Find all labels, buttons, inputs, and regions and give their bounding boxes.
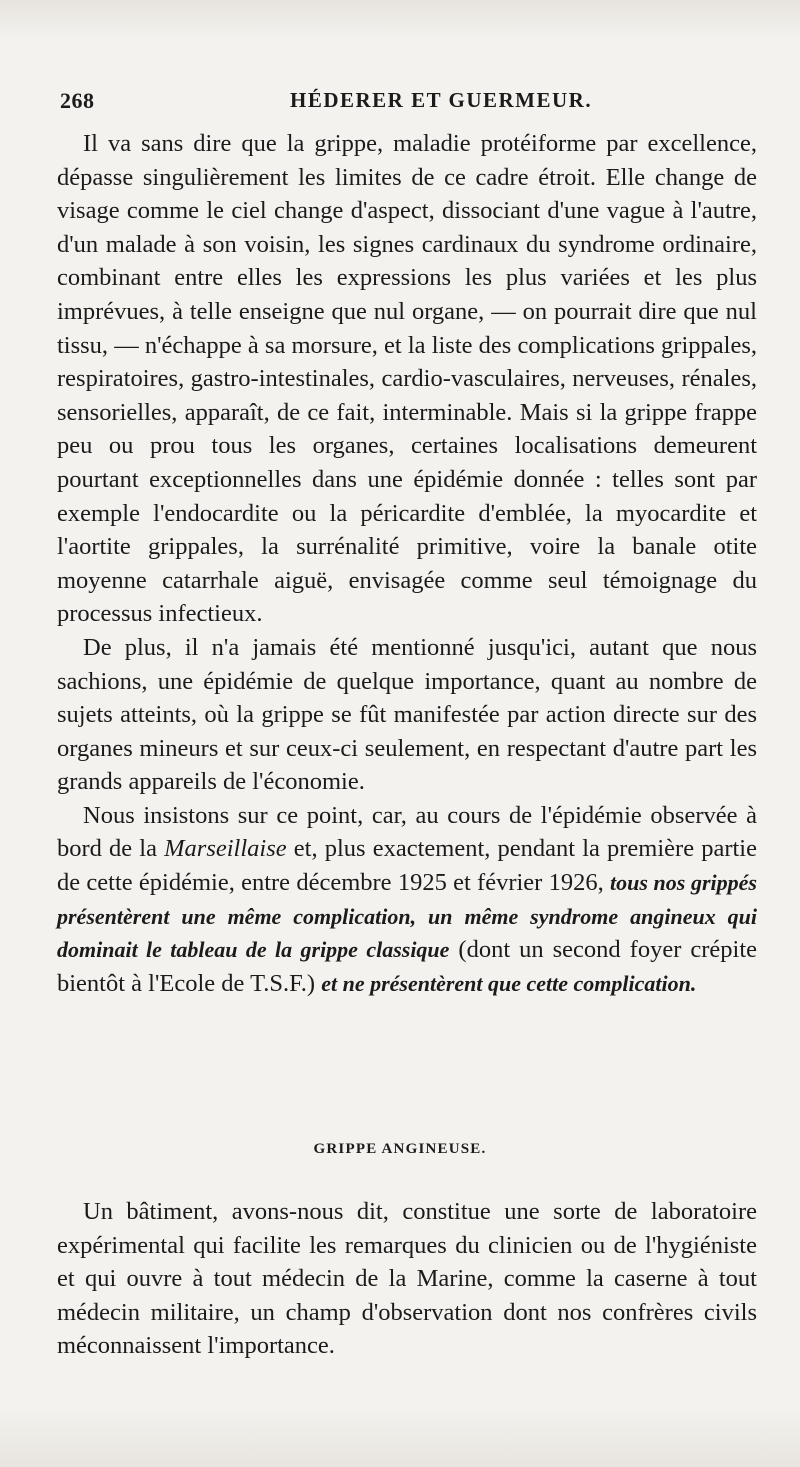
emphasized-conclusion: et ne présentèrent que cette complication. (321, 970, 697, 996)
paragraph-3-part-3: (dont un second foyer crépite bientôt à l'Ecole de T.S.F.) (57, 936, 757, 997)
page-number: 268 (60, 88, 95, 113)
paragraph-3 (57, 799, 757, 1001)
running-header (60, 88, 760, 118)
section-heading: GRIPPE ANGINEUSE. (313, 1141, 487, 1157)
body-text (57, 127, 757, 1000)
scan-shadow-top (0, 0, 800, 40)
paragraph-3-part-1: Nous insistons sur ce point, car, au cours de l'épidémie observée à bord de la (57, 801, 757, 863)
paragraph-2: De plus, il n'a jamais été mentionné jusqu'ici, autant que nous sachions, une épidémie de quelque importance, quant au nombre de sujets atteints, où la grippe se fût manifestée par action directe sur des organes mineurs et sur ceux-ci seulement, en respectant d'autre part les grands appareils de l'économie. (57, 633, 757, 796)
emphasized-complication: tous nos grippés présentèrent une même complication, un même syndrome angineux qui dominait le tableau de la grippe classique (57, 870, 757, 963)
paragraph-3-part-2: et, plus exactement, pendant la première partie de cette épidémie, entre décembre 1925 et février 1926, (57, 835, 757, 897)
paragraph-4: Un bâtiment, avons-nous dit, constitue une sorte de laboratoire expérimental qui facilite les remarques du clinicien ou de l'hygiéniste et qui ouvre à tout médecin de la Marine, comme la caserne à tout médecin militaire, un champ d'observation dont nos confrères civils méconnaissent l'importance. (57, 1198, 757, 1360)
paragraph-1: Il va sans dire que la grippe, maladie protéiforme par excellence, dépasse singulièrement les limites de ce cadre étroit. Elle change de visage comme le ciel change d'aspect, dissociant d'une vague à l'autre, d'un malade à son voisin, les signes cardinaux du syndrome ordinaire, combinant entre elles les expressions les plus variées et les plus imprévues, à telle enseigne que nul organe, — on pourrait dire que nul tissu, — n'échappe à sa morsure, et la liste des complications grippales, respiratoires, gastro-intestinales, cardio-vasculaires, nerveuses, rénales, sensorielles, apparaît, de ce fait, interminable. Mais si la grippe frappe peu ou prou tous les organes, certaines localisations demeurent pourtant exceptionnelles dans une épidémie donnée : telles sont par exemple l'endocardite ou la péricardite d'emblée, la myocardite et l'aortite grippales, la surrénalité primitive, voire la banale otite moyenne catarrhale aiguë, envisagée comme seul témoignage du processus infectieux. (57, 130, 757, 628)
final-text (57, 1195, 757, 1363)
scan-shadow-bottom (0, 1407, 800, 1467)
ship-name: Marseillaise (164, 835, 287, 863)
running-title: HÉDERER ET GUERMEUR. (290, 88, 593, 112)
